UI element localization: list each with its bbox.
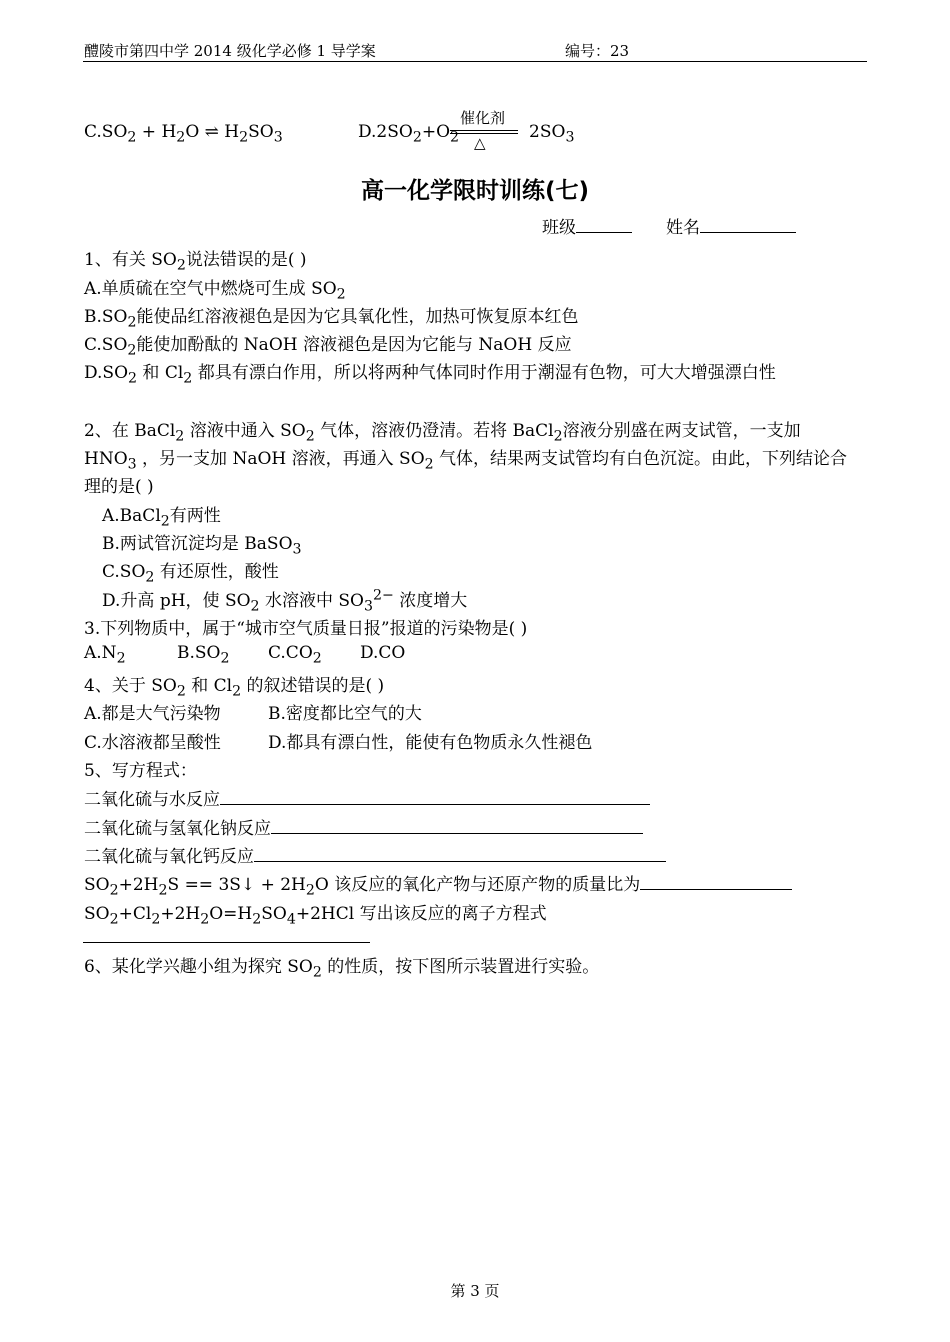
q5-blank-cao[interactable]	[254, 845, 666, 862]
equation-d: $D.2SO_2+O_2$ $2SO_3$	[358, 122, 575, 146]
q2-stem-line2: $HNO_3$ ，另一支加 NaOH 溶液，再通入 $SO_2$ 气体，结果两支试管均有白色沉淀。由此，下列结论合	[84, 449, 848, 473]
q4-option-a: A.都是大气污染物	[84, 704, 221, 724]
q3-option-d: D.CO	[360, 643, 406, 663]
q5-blank-ionic[interactable]	[83, 942, 370, 943]
q2-option-b: B.两试管沉淀均是 BaSO$_3$	[102, 534, 302, 558]
q2-option-c: $C.SO_2$ 有还原性，酸性	[102, 562, 279, 586]
q2-stem-line3: 理的是( )	[84, 477, 154, 497]
q2-stem-line1: 2、在 BaCl$_2$ 溶液中通入 $SO_2$ 气体，溶液仍澄清。若将 BaCl$_2$溶液分别盛在两支试管，一支加	[84, 421, 801, 445]
q5-blank-ratio[interactable]	[640, 873, 792, 890]
q5-equation-h2s: $SO_2+2H_2S$ == 3S↓ + $2H_2O$ 该反应的氧化产物与还原产物的质量比为	[84, 870, 792, 898]
header-divider	[83, 61, 867, 62]
q5-line-water: 二氧化硫与水反应	[84, 785, 650, 810]
q2-option-d: D.升高 pH，使 $SO_2$ 水溶液中 $SO_3^{2-}$ 浓度增大	[102, 587, 468, 615]
name-blank[interactable]	[700, 216, 796, 233]
header-number: 编号：23	[565, 42, 630, 60]
page-number: 第 3 页	[450, 1282, 500, 1300]
q5-line-cao: 二氧化硫与氧化钙反应	[84, 842, 666, 867]
equation-c: $C.SO_2 + H_2O$ ⇌ $H_2SO_3$	[84, 122, 283, 146]
q5-line-naoh: 二氧化硫与氢氧化钠反应	[84, 814, 643, 839]
q6-stem: 6、某化学兴趣小组为探究 $SO_2$ 的性质，按下图所示装置进行实验。	[84, 957, 600, 981]
q3-option-b: $B.SO_2$	[177, 643, 230, 667]
q1-option-b: $B.SO_2$能使品红溶液褪色是因为它具氧化性，加热可恢复原本红色	[84, 307, 579, 331]
name-field: 姓名	[666, 213, 796, 238]
class-blank[interactable]	[576, 216, 632, 233]
heat-triangle-icon: △	[474, 134, 486, 152]
q3-option-c: $C.CO_2$	[268, 643, 322, 667]
q5-blank-water[interactable]	[220, 788, 650, 805]
class-field: 班级	[542, 213, 632, 238]
q4-stem: 4、关于 $SO_2$ 和 $Cl_2$ 的叙述错误的是( )	[84, 676, 385, 700]
q3-option-a: $A.N_2$	[84, 643, 126, 667]
q2-option-a: A.BaCl$_2$有两性	[102, 506, 221, 530]
catalyst-label: 催化剂	[460, 109, 506, 127]
q1-stem: 1、有关 $SO_2$说法错误的是( )	[84, 250, 307, 274]
q1-option-a: A.单质硫在空气中燃烧可生成 $SO_2$	[84, 279, 346, 303]
q5-blank-naoh[interactable]	[271, 817, 643, 834]
q1-option-d: $D.SO_2$ 和 $Cl_2$ 都具有漂白作用，所以将两种气体同时作用于潮湿有色物，可大大增强漂白性	[84, 363, 776, 387]
q4-option-c: C.水溶液都呈酸性	[84, 733, 221, 753]
q5-stem: 5、写方程式：	[84, 761, 197, 781]
q3-stem: 3.下列物质中，属于“城市空气质量日报”报道的污染物是( )	[84, 619, 528, 639]
header-school: 醴陵市第四中学 2014 级化学必修 1 导学案	[84, 42, 376, 60]
reaction-arrow-top	[450, 130, 518, 131]
reversible-arrow-icon: ⇌	[204, 122, 219, 142]
q1-option-c: $C.SO_2$能使加酚酞的 NaOH 溶液褪色是因为它能与 NaOH 反应	[84, 335, 572, 359]
q4-option-b: B.密度都比空气的大	[268, 704, 422, 724]
page-title: 高一化学限时训练(七)	[360, 178, 590, 204]
q5-equation-cl2: $SO_2+Cl_2+2H_2O=H_2SO_4+2HCl$ 写出该反应的离子方程式	[84, 904, 547, 928]
q4-option-d: D.都具有漂白性，能使有色物质永久性褪色	[268, 733, 593, 753]
